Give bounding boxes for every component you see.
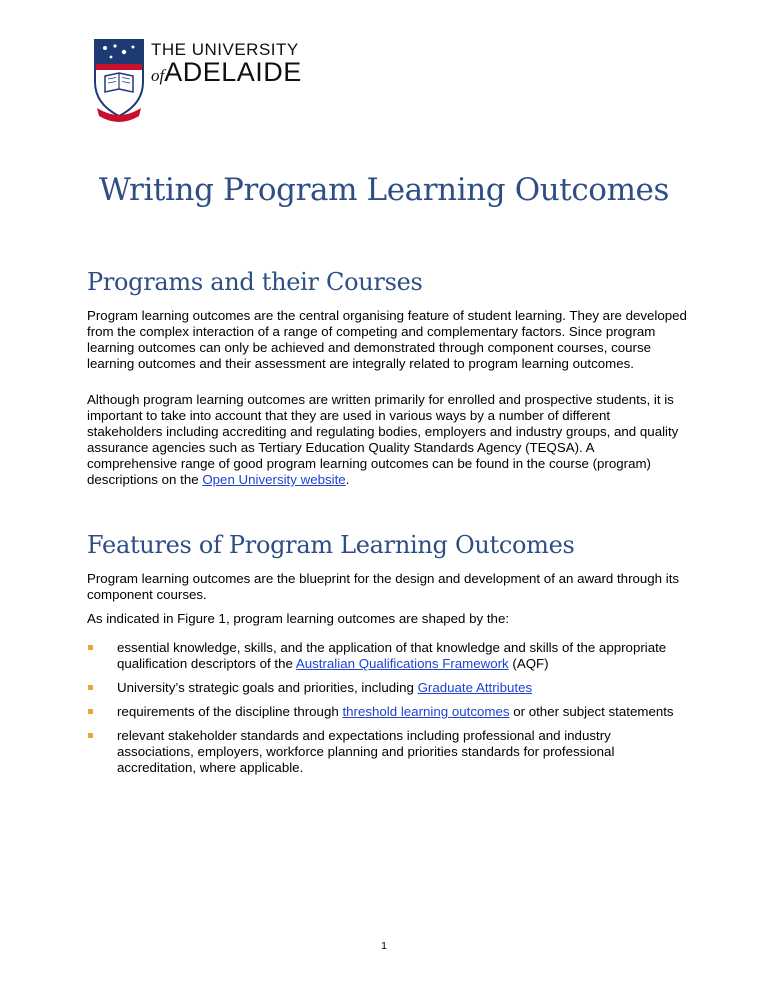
paragraph-stakeholders xyxy=(87,392,687,488)
paragraph-figure-intro: As indicated in Figure 1, program learning outcomes are shaped by the: xyxy=(87,611,510,626)
list-item-text: requirements of the discipline through xyxy=(117,704,343,719)
logo-text-of: of xyxy=(151,66,165,85)
logo-text-line1: THE UNIVERSITY xyxy=(151,40,299,59)
paragraph-stakeholders-text: Although program learning outcomes are written primarily for enrolled and prospective students, it is important to take into account that they are used in various ways by a number of different stakeholders including accrediting and regulating bodies, employers and industry groups, and quality assurance agencies such as Tertiary Education Quality Standards Agency (TEQSA). A comprehensive range of good program learning outcomes can be found in the course (program) descriptions on the xyxy=(87,392,679,487)
list-item xyxy=(87,704,677,720)
paragraph-blueprint: Program learning outcomes are the blueprint for the design and development of an award through its component courses. xyxy=(87,571,680,602)
university-crest-icon xyxy=(93,38,145,126)
list-item xyxy=(87,728,677,776)
bullet-square-icon xyxy=(88,645,93,650)
outcome-factors-list xyxy=(87,640,687,784)
list-item xyxy=(87,680,677,696)
section-heading-programs: Programs and their Courses xyxy=(87,268,423,296)
aqf-link[interactable]: Australian Qualifications Framework xyxy=(295,656,509,671)
list-item-text: relevant stakeholder standards and expectations including professional and industry associations, employers, workforce planning and priorities standards for professional accreditation, where applicable. xyxy=(117,728,615,775)
university-logo xyxy=(93,38,303,126)
list-item-text-end: (AQF) xyxy=(508,656,549,671)
open-university-website-link[interactable]: Open University website xyxy=(202,472,346,487)
list-item-text-end: or other subject statements xyxy=(509,704,674,719)
bullet-square-icon xyxy=(88,685,93,690)
list-item-text: University’s strategic goals and priorities, including xyxy=(117,680,418,695)
logo-text-line2 xyxy=(151,57,302,88)
threshold-learning-outcomes-link[interactable]: threshold learning outcomes xyxy=(342,704,510,719)
paragraph-program-outcomes-intro: Program learning outcomes are the central organising feature of student learning. They are developed from the complex interaction of a range of competing and complementary factors. Since program learning outcomes can only be achieved and demonstrated through component courses, course learning outcomes and their assessment are integrally related to program learning outcomes. xyxy=(87,308,687,371)
bullet-square-icon xyxy=(88,733,93,738)
graduate-attributes-link[interactable]: Graduate Attributes xyxy=(417,680,533,695)
section-heading-features: Features of Program Learning Outcomes xyxy=(87,531,575,559)
bullet-square-icon xyxy=(88,709,93,714)
list-item xyxy=(87,640,677,672)
paragraph-stakeholders-end: . xyxy=(345,472,350,487)
document-title: Writing Program Learning Outcomes xyxy=(98,172,670,208)
logo-text-adelaide: ADELAIDE xyxy=(164,57,302,87)
page-number: 1 xyxy=(381,940,387,952)
list-item-text: essential knowledge, skills, and the application of that knowledge and skills of the appropriate qualification descriptors of the xyxy=(117,640,667,671)
